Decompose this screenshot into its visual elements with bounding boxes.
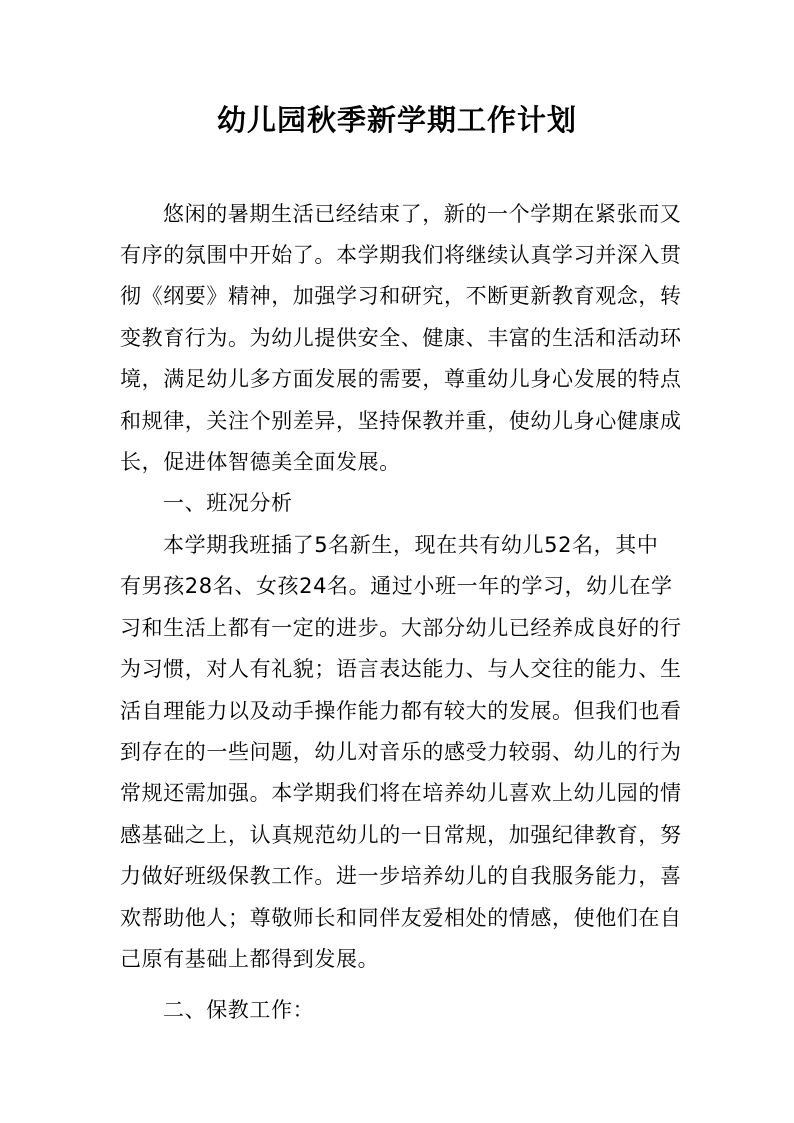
- document-title: 幼儿园秋季新学期工作计划: [216, 103, 577, 137]
- paragraph-line: 力做好班级保教工作。进一步培养幼儿的自我服务能力，喜: [120, 864, 682, 888]
- paragraph-line: 欢帮助他人；尊敬师长和同伴友爱相处的情感，使他们在自: [120, 906, 682, 930]
- paragraph-line: 有男孩28名、女孩24名。通过小班一年的学习，幼儿在学: [120, 574, 673, 598]
- paragraph-line: 境，满足幼儿多方面发展的需要，尊重幼儿身心发展的特点: [120, 367, 682, 391]
- paragraph-line: 感基础之上，认真规范幼儿的一日常规，加强纪律教育，努: [120, 823, 682, 847]
- paragraph-line: 彻《纲要》精神，加强学习和研究，不断更新教育观念，转: [120, 284, 682, 308]
- paragraph-line: 己原有基础上都得到发展。: [120, 947, 380, 971]
- paragraph-line: 悠闲的暑期生活已经结束了，新的一个学期在紧张而又: [163, 202, 682, 226]
- paragraph-line: 活自理能力以及动手操作能力都有较大的发展。但我们也看: [120, 699, 682, 723]
- section-heading: 二、保教工作：: [163, 998, 315, 1022]
- paragraph-line: 有序的氛围中开始了。本学期我们将继续认真学习并深入贯: [120, 243, 682, 267]
- paragraph-line: 和规律，关注个别差异，坚持保教并重，使幼儿身心健康成: [120, 409, 682, 433]
- section-heading: 一、班况分析: [163, 491, 293, 515]
- paragraph-line: 习和生活上都有一定的进步。大部分幼儿已经养成良好的行: [120, 616, 682, 640]
- paragraph-line: 长，促进体智德美全面发展。: [120, 450, 401, 474]
- paragraph-line: 变教育行为。为幼儿提供安全、健康、丰富的生活和活动环: [120, 326, 682, 350]
- paragraph-line: 为习惯，对人有礼貌；语言表达能力、与人交往的能力、生: [120, 657, 682, 681]
- paragraph-line: 本学期我班插了5名新生，现在共有幼儿52名，其中: [163, 533, 659, 557]
- paragraph-line: 到存在的一些问题，幼儿对音乐的感受力较弱、幼儿的行为: [120, 740, 682, 764]
- paragraph-line: 常规还需加强。本学期我们将在培养幼儿喜欢上幼儿园的情: [120, 781, 682, 805]
